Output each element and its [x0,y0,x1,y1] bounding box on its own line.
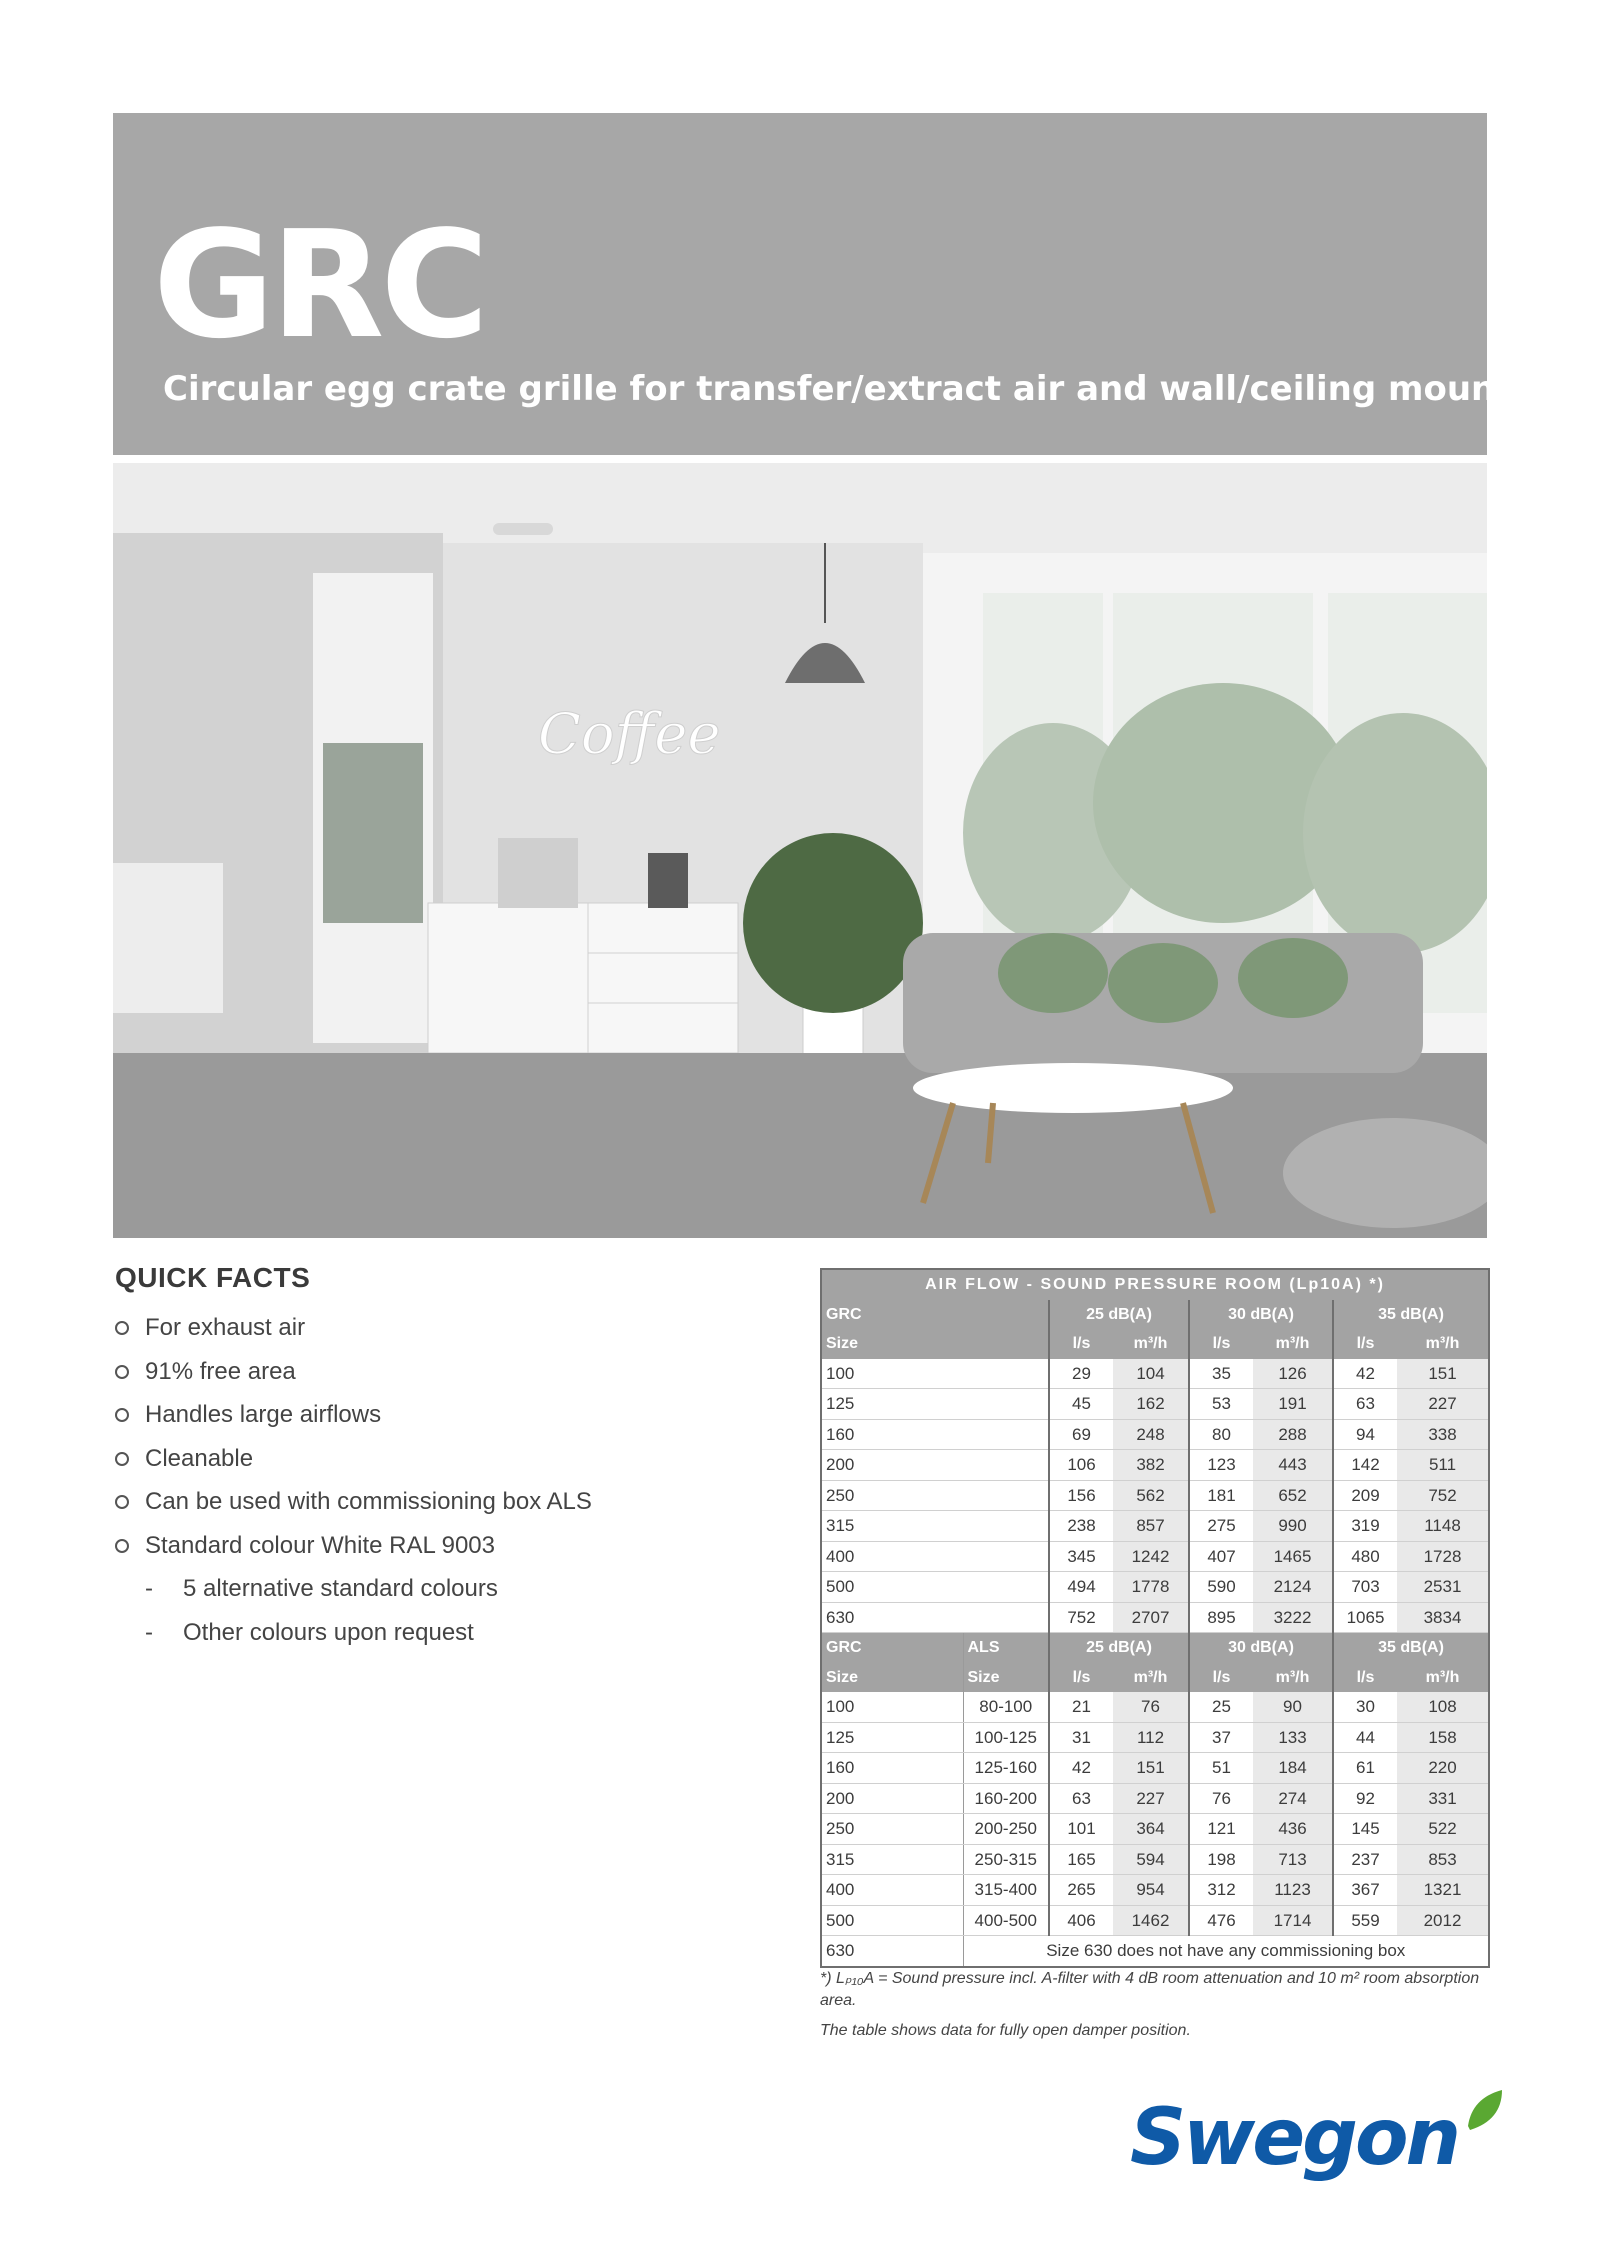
value-cell: 312 [1189,1875,1253,1906]
value-cell: 1321 [1397,1875,1489,1906]
als-size-cell: 200-250 [963,1814,1049,1845]
value-cell: 288 [1253,1419,1333,1450]
value-cell: 165 [1049,1844,1113,1875]
table-title: AIR FLOW - SOUND PRESSURE ROOM (Lp10A) *) [821,1269,1489,1300]
value-cell: 158 [1397,1722,1489,1753]
header-row: Size l/s m³/h l/s m³/h l/s m³/h [821,1329,1489,1359]
value-cell: 227 [1397,1389,1489,1420]
value-cell: 494 [1049,1572,1113,1603]
table-row [821,1814,1489,1845]
value-cell: 853 [1397,1844,1489,1875]
value-cell: 367 [1333,1875,1397,1906]
value-cell: 1462 [1113,1905,1189,1936]
list-item: Cleanable [115,1437,755,1481]
value-cell: 145 [1333,1814,1397,1845]
table-row [821,1419,1489,1450]
value-cell: 76 [1113,1692,1189,1722]
circle-bullet-icon [115,1321,129,1335]
list-item: 91% free area [115,1350,755,1394]
size-cell: 100 [821,1359,1049,1389]
als-size-cell: 160-200 [963,1783,1049,1814]
circle-bullet-icon [115,1539,129,1553]
als-size-cell: 250-315 [963,1844,1049,1875]
value-cell: 2124 [1253,1572,1333,1603]
value-cell: 156 [1049,1480,1113,1511]
sideboard [428,903,738,1053]
value-cell: 63 [1049,1783,1113,1814]
ceiling-grille [493,523,553,535]
damper-note: The table shows data for fully open damper position. [820,2022,1191,2039]
value-cell: 162 [1113,1389,1189,1420]
size-cell: 630 [821,1602,1049,1633]
table-row [821,1875,1489,1906]
als-size-cell: 80-100 [963,1692,1049,1722]
value-cell: 104 [1113,1359,1189,1389]
table-notes [820,1968,1490,2050]
quick-facts-heading: QUICK FACTS [115,1262,311,1293]
quick-facts-list [115,1306,755,1654]
header-row: GRC 25 dB(A) 30 dB(A) 35 dB(A) [821,1300,1489,1330]
value-cell: 80 [1189,1419,1253,1450]
size-cell: 315 [821,1844,963,1875]
value-cell: 476 [1189,1905,1253,1936]
circle-bullet-icon [115,1365,129,1379]
sub-list-item: - Other colours upon request [145,1618,474,1646]
circle-bullet-icon [115,1452,129,1466]
table-row [821,1572,1489,1603]
page-subtitle: Circular egg crate grille for transfer/extract air and wall/ceiling mounting [163,369,1572,409]
als-size-cell: 125-160 [963,1753,1049,1784]
value-cell: 275 [1189,1511,1253,1542]
size-cell: 200 [821,1450,1049,1481]
value-cell: 2707 [1113,1602,1189,1633]
list-item: Handles large airflows [115,1393,755,1437]
value-cell: 238 [1049,1511,1113,1542]
page-title: GRC [153,199,486,371]
value-cell: 274 [1253,1783,1333,1814]
circle-bullet-icon [115,1495,129,1509]
value-cell: 559 [1333,1905,1397,1936]
value-cell: 29 [1049,1359,1113,1389]
value-cell: 1465 [1253,1541,1333,1572]
value-cell: 69 [1049,1419,1113,1450]
value-cell: 61 [1333,1753,1397,1784]
size-cell: 500 [821,1572,1049,1603]
value-cell: 895 [1189,1602,1253,1633]
svg-text:Swegon: Swegon [1130,2093,1459,2183]
value-cell: 237 [1333,1844,1397,1875]
table-row [821,1783,1489,1814]
value-cell: 181 [1189,1480,1253,1511]
value-cell: 30 [1333,1692,1397,1722]
value-cell: 191 [1253,1389,1333,1420]
size-cell: 250 [821,1814,963,1845]
value-cell: 1123 [1253,1875,1333,1906]
value-cell: 990 [1253,1511,1333,1542]
value-cell: 382 [1113,1450,1189,1481]
value-cell: 713 [1253,1844,1333,1875]
value-cell: 92 [1333,1783,1397,1814]
value-cell: 25 [1189,1692,1253,1722]
value-cell: 227 [1113,1783,1189,1814]
value-cell: 1242 [1113,1541,1189,1572]
value-cell: 752 [1397,1480,1489,1511]
value-cell: 51 [1189,1753,1253,1784]
no-box-note: Size 630 does not have any commissioning box [963,1936,1489,1967]
footnote: *) Lₚ₁₀A = Sound pressure incl. A-filter with 4 dB room attenuation and 10 m² room absorption area. [820,1970,1480,2009]
value-cell: 331 [1397,1783,1489,1814]
table-row [821,1722,1489,1753]
circle-bullet-icon [115,1408,129,1422]
value-cell: 198 [1189,1844,1253,1875]
swegon-logo [1130,2086,1510,2186]
value-cell: 108 [1397,1692,1489,1722]
value-cell: 44 [1333,1722,1397,1753]
value-cell: 106 [1049,1450,1113,1481]
value-cell: 522 [1397,1814,1489,1845]
value-cell: 90 [1253,1692,1333,1722]
value-cell: 338 [1397,1419,1489,1450]
value-cell: 45 [1049,1389,1113,1420]
value-cell: 209 [1333,1480,1397,1511]
value-cell: 94 [1333,1419,1397,1450]
value-cell: 319 [1333,1511,1397,1542]
table-row [821,1753,1489,1784]
header-band [113,113,1572,455]
value-cell: 76 [1189,1783,1253,1814]
value-cell: 265 [1049,1875,1113,1906]
leaf-icon [1468,2090,1502,2130]
value-cell: 151 [1397,1359,1489,1389]
hero-photo [113,463,1487,1238]
value-cell: 3834 [1397,1602,1489,1633]
value-cell: 248 [1113,1419,1189,1450]
size-cell: 125 [821,1722,963,1753]
list-item: Can be used with commissioning box ALS [115,1480,755,1524]
table-row [821,1844,1489,1875]
airflow-table [820,1268,1490,1968]
value-cell: 443 [1253,1450,1333,1481]
list-item: For exhaust air [115,1306,755,1350]
value-cell: 1778 [1113,1572,1189,1603]
value-cell: 857 [1113,1511,1189,1542]
value-cell: 3222 [1253,1602,1333,1633]
table-title-row [821,1269,1489,1300]
als-size-cell: 315-400 [963,1875,1049,1906]
value-cell: 2531 [1397,1572,1489,1603]
value-cell: 1148 [1397,1511,1489,1542]
table-row [821,1389,1489,1420]
neon-sign: Coffee [538,702,721,767]
size-cell: 200 [821,1783,963,1814]
value-cell: 590 [1189,1572,1253,1603]
value-cell: 184 [1253,1753,1333,1784]
table-row [821,1541,1489,1572]
value-cell: 112 [1113,1722,1189,1753]
als-size-cell: 100-125 [963,1722,1049,1753]
size-cell: 160 [821,1753,963,1784]
header-row: GRC ALS 25 dB(A) 30 dB(A) 35 dB(A) [821,1633,1489,1663]
als-size-cell: 400-500 [963,1905,1049,1936]
value-cell: 220 [1397,1753,1489,1784]
value-cell: 101 [1049,1814,1113,1845]
value-cell: 511 [1397,1450,1489,1481]
value-cell: 42 [1049,1753,1113,1784]
value-cell: 63 [1333,1389,1397,1420]
size-cell: 315 [821,1511,1049,1542]
value-cell: 345 [1049,1541,1113,1572]
size-cell: 400 [821,1875,963,1906]
header-row: Size Size l/s m³/h l/s m³/h l/s m³/h [821,1663,1489,1693]
value-cell: 364 [1113,1814,1189,1845]
value-cell: 1065 [1333,1602,1397,1633]
size-cell: 400 [821,1541,1049,1572]
table-row [821,1359,1489,1389]
value-cell: 42 [1333,1359,1397,1389]
office-interior-illustration [113,463,1487,1238]
value-cell: 1728 [1397,1541,1489,1572]
size-cell: 160 [821,1419,1049,1450]
value-cell: 21 [1049,1692,1113,1722]
value-cell: 1714 [1253,1905,1333,1936]
table-row [821,1602,1489,1633]
value-cell: 123 [1189,1450,1253,1481]
value-cell: 752 [1049,1602,1113,1633]
value-cell: 436 [1253,1814,1333,1845]
value-cell: 151 [1113,1753,1189,1784]
list-item: Standard colour White RAL 9003 [115,1524,755,1568]
value-cell: 2012 [1397,1905,1489,1936]
plant [743,833,923,1013]
value-cell: 407 [1189,1541,1253,1572]
quick-facts [115,1262,755,1654]
size-cell: 630 [821,1936,963,1967]
value-cell: 31 [1049,1722,1113,1753]
size-cell: 100 [821,1692,963,1722]
value-cell: 652 [1253,1480,1333,1511]
value-cell: 37 [1189,1722,1253,1753]
table-row [821,1936,1489,1967]
value-cell: 126 [1253,1359,1333,1389]
table-row [821,1450,1489,1481]
value-cell: 35 [1189,1359,1253,1389]
coffee-machine [498,838,578,908]
value-cell: 703 [1333,1572,1397,1603]
printer [113,863,223,1013]
table-row [821,1511,1489,1542]
table-row [821,1905,1489,1936]
sub-list-item: - 5 alternative standard colours [145,1575,498,1602]
value-cell: 594 [1113,1844,1189,1875]
size-cell: 500 [821,1905,963,1936]
value-cell: 53 [1189,1389,1253,1420]
value-cell: 133 [1253,1722,1333,1753]
value-cell: 406 [1049,1905,1113,1936]
size-cell: 250 [821,1480,1049,1511]
size-cell: 125 [821,1389,1049,1420]
value-cell: 954 [1113,1875,1189,1906]
value-cell: 480 [1333,1541,1397,1572]
table-row [821,1480,1489,1511]
value-cell: 562 [1113,1480,1189,1511]
value-cell: 142 [1333,1450,1397,1481]
table-row [821,1692,1489,1722]
value-cell: 121 [1189,1814,1253,1845]
